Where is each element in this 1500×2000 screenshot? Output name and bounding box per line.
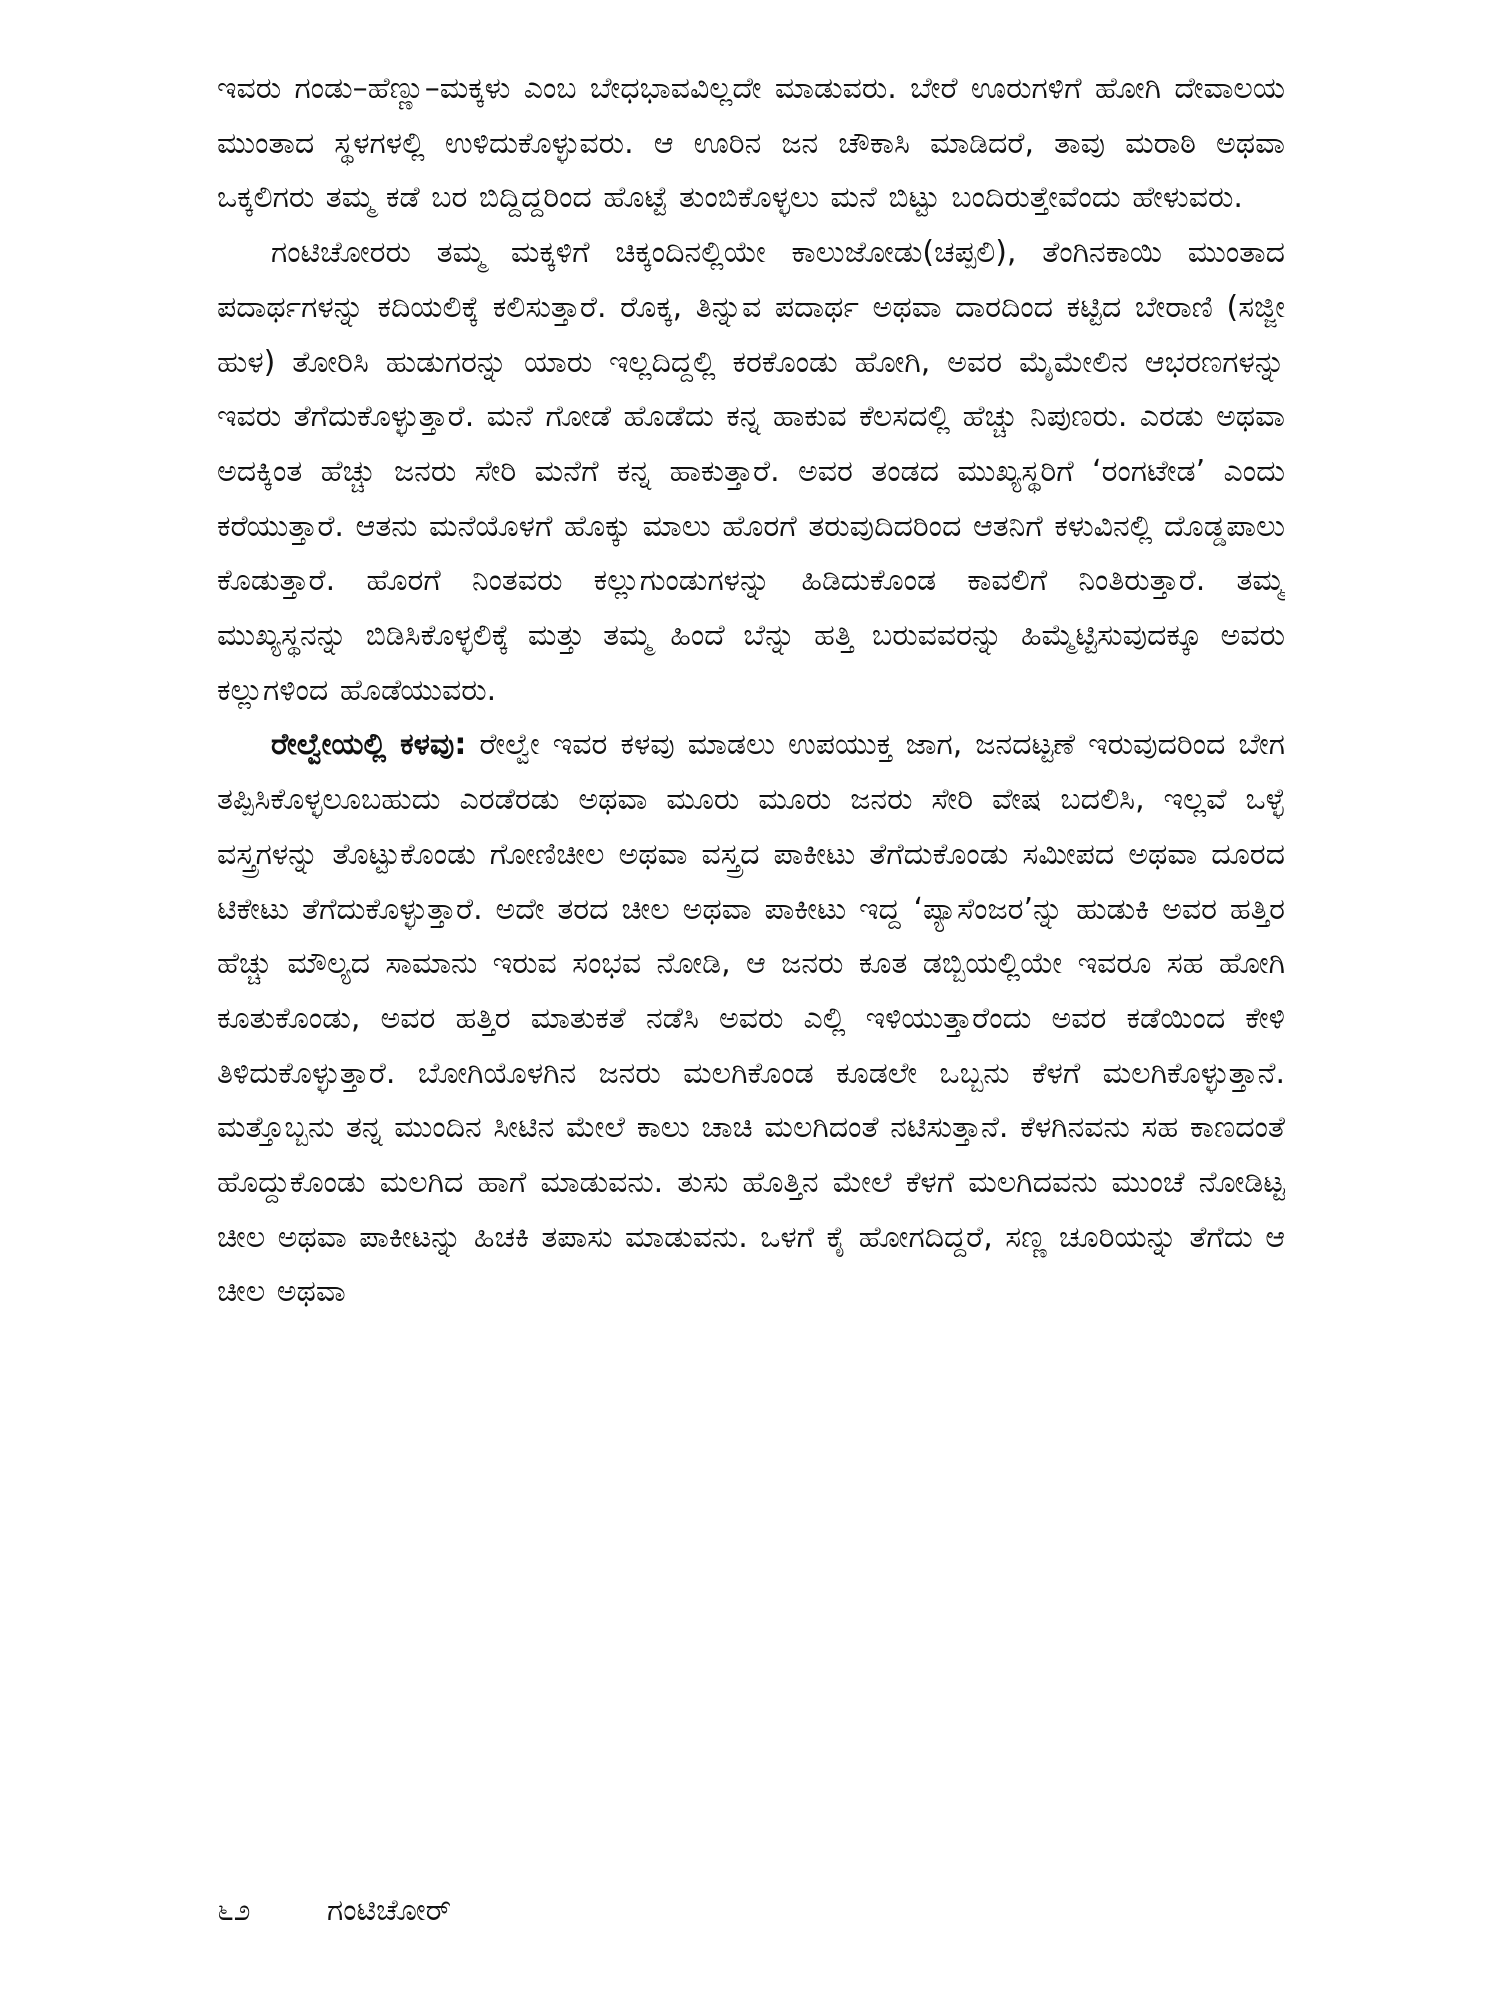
paragraph-3-text: ರೇಲ್ವೇ ಇವರ ಕಳವು ಮಾಡಲು ಉಪಯುಕ್ತ ಜಾಗ, ಜನದಟ್ಟಣೆ ಇರುವುದರಿಂದ ಬೇಗ ತಪ್ಪಿಸಿಕೊಳ್ಳಲೂಬಹುದು ಎರಡೆರಡು ಅಥವಾ ಮೂರು ಮೂರು ಜನರು ಸೇರಿ ವೇಷ ಬದಲಿಸಿ, ಇಲ್ಲವೆ ಒಳ್ಳೆ ವಸ್ತ್ರಗಳನ್ನು ತೊಟ್ಟುಕೊಂಡು ಗೋಣಿಚೀಲ ಅಥವಾ ವಸ್ತ್ರದ ಪಾಕೀಟು ತೆಗೆದುಕೊಂಡು ಸಮೀಪದ ಅಥವಾ ದೂರದ ಟಿಕೇಟು ತೆಗೆದುಕೊಳ್ಳುತ್ತಾರೆ. ಅದೇ ತರದ ಚೀಲ ಅಥವಾ ಪಾಕೀಟು ಇದ್ದ ‘ಪ್ಯಾಸೆಂಜರ’ನ್ನು ಹುಡುಕಿ ಅವರ ಹತ್ತಿರ ಹೆಚ್ಚು ಮೌಲ್ಯದ ಸಾಮಾನು ಇರುವ ಸಂಭವ ನೋಡಿ, ಆ ಜನರು ಕೂತ ಡಬ್ಬಿಯಲ್ಲಿಯೇ ಇವರೂ ಸಹ ಹೋಗಿ ಕೂತುಕೊಂಡು, ಅವರ ಹತ್ತಿರ ಮಾತುಕತೆ ನಡೆಸಿ ಅವರು ಎಲ್ಲಿ ಇಳಿಯುತ್ತಾರೆಂದು ಅವರ ಕಡೆಯಿಂದ ಕೇಳಿ ತಿಳಿದುಕೊಳ್ಳುತ್ತಾರೆ. ಬೋಗಿಯೊಳಗಿನ ಜನರು ಮಲಗಿಕೊಂಡ ಕೂಡಲೇ ಒಬ್ಬನು ಕೆಳಗೆ ಮಲಗಿಕೊಳ್ಳುತ್ತಾನೆ. ಮತ್ತೊಬ್ಬನು ತನ್ನ ಮುಂದಿನ ಸೀಟಿನ ಮೇಲೆ ಕಾಲು ಚಾಚಿ ಮಲಗಿದಂತೆ ನಟಿಸುತ್ತಾನೆ. ಕೆಳಗಿನವನು ಸಹ ಕಾಣದಂತೆ ಹೊದ್ದುಕೊಂಡು ಮಲಗಿದ ಹಾಗೆ ಮಾಡುವನು. ತುಸು ಹೊತ್ತಿನ ಮೇಲೆ ಕೆಳಗೆ ಮಲಗಿದವನು ಮುಂಚೆ ನೋಡಿಟ್ಟ ಚೀಲ ಅಥವಾ ಪಾಕೀಟನ್ನು ಹಿಚಕಿ ತಪಾಸು ಮಾಡುವನು. ಒಳಗೆ ಕೈ ಹೋಗದಿದ್ದರೆ, ಸಣ್ಣ ಚೂರಿಯನ್ನು ತೆಗೆದು ಆ ಚೀಲ ಅಥವಾ (217, 727, 1285, 1310)
section-heading: ರೇಲ್ವೇಯಲ್ಲಿ ಕಳವು: (271, 727, 467, 763)
paragraph-3 (217, 718, 1285, 1320)
paragraph-2: ಗಂಟಿಚೋರರು ತಮ್ಮ ಮಕ್ಕಳಿಗೆ ಚಿಕ್ಕಂದಿನಲ್ಲಿಯೇ ಕಾಲುಜೋಡು(ಚಪ್ಪಲಿ), ತೆಂಗಿನಕಾಯಿ ಮುಂತಾದ ಪದಾರ್ಥಗಳನ್ನು ಕದಿಯಲಿಕ್ಕೆ ಕಲಿಸುತ್ತಾರೆ. ರೊಕ್ಕ, ತಿನ್ನುವ ಪದಾರ್ಥ ಅಥವಾ ದಾರದಿಂದ ಕಟ್ಟಿದ ಬೇರಾಣಿ (ಸಜ್ಜೀ ಹುಳ) ತೋರಿಸಿ ಹುಡುಗರನ್ನು ಯಾರು ಇಲ್ಲದಿದ್ದಲ್ಲಿ ಕರಕೊಂಡು ಹೋಗಿ, ಅವರ ಮೈಮೇಲಿನ ಆಭರಣಗಳನ್ನು ಇವರು ತೆಗೆದುಕೊಳ್ಳುತ್ತಾರೆ. ಮನೆ ಗೋಡೆ ಹೊಡೆದು ಕನ್ನ ಹಾಕುವ ಕೆಲಸದಲ್ಲಿ ಹೆಚ್ಚು ನಿಪುಣರು. ಎರಡು ಅಥವಾ ಅದಕ್ಕಿಂತ ಹೆಚ್ಚು ಜನರು ಸೇರಿ ಮನೆಗೆ ಕನ್ನ ಹಾಕುತ್ತಾರೆ. ಅವರ ತಂಡದ ಮುಖ್ಯಸ್ಥರಿಗೆ ‘ರಂಗಟೇಡ’ ಎಂದು ಕರೆಯುತ್ತಾರೆ. ಆತನು ಮನೆಯೊಳಗೆ ಹೊಕ್ಕು ಮಾಲು ಹೊರಗೆ ತರುವುದಿದರಿಂದ ಆತನಿಗೆ ಕಳುವಿನಲ್ಲಿ ದೊಡ್ಡಪಾಲು ಕೊಡುತ್ತಾರೆ. ಹೊರಗೆ ನಿಂತವರು ಕಲ್ಲುಗುಂಡುಗಳನ್ನು ಹಿಡಿದುಕೊಂಡ ಕಾವಲಿಗೆ ನಿಂತಿರುತ್ತಾರೆ. ತಮ್ಮ ಮುಖ್ಯಸ್ಥನನ್ನು ಬಿಡಿಸಿಕೊಳ್ಳಲಿಕ್ಕೆ ಮತ್ತು ತಮ್ಮ ಹಿಂದೆ ಬೆನ್ನು ಹತ್ತಿ ಬರುವವರನ್ನು ಹಿಮ್ಮೆಟ್ಟಿಸುವುದಕ್ಕೂ ಅವರು ಕಲ್ಲುಗಳಿಂದ ಹೊಡೆಯುವರು. (217, 235, 1285, 708)
running-title: ಗಂಟಿಚೋರ್ (327, 1893, 452, 1928)
paragraph-1: ಇವರು ಗಂಡು–ಹೆಣ್ಣು–ಮಕ್ಕಳು ಎಂಬ ಬೇಧಭಾವವಿಲ್ಲದೇ ಮಾಡುವರು. ಬೇರೆ ಊರುಗಳಿಗೆ ಹೋಗಿ ದೇವಾಲಯ ಮುಂತಾದ ಸ್ಥಳಗಳಲ್ಲಿ ಉಳಿದುಕೊಳ್ಳುವರು. ಆ ಊರಿನ ಜನ ಚೌಕಾಸಿ ಮಾಡಿದರೆ, ತಾವು ಮರಾಠಿ ಅಥವಾ ಒಕ್ಕಲಿಗರು ತಮ್ಮ ಕಡೆ ಬರ ಬಿದ್ದಿದ್ದರಿಂದ ಹೊಟ್ಟೆ ತುಂಬಿಕೊಳ್ಳಲು ಮನೆ ಬಿಟ್ಟು ಬಂದಿರುತ್ತೇವೆಂದು ಹೇಳುವರು. (217, 71, 1285, 216)
page-footer (217, 1886, 917, 1936)
page-body (217, 62, 1285, 1852)
page-number: ೬೨ (217, 1893, 251, 1928)
